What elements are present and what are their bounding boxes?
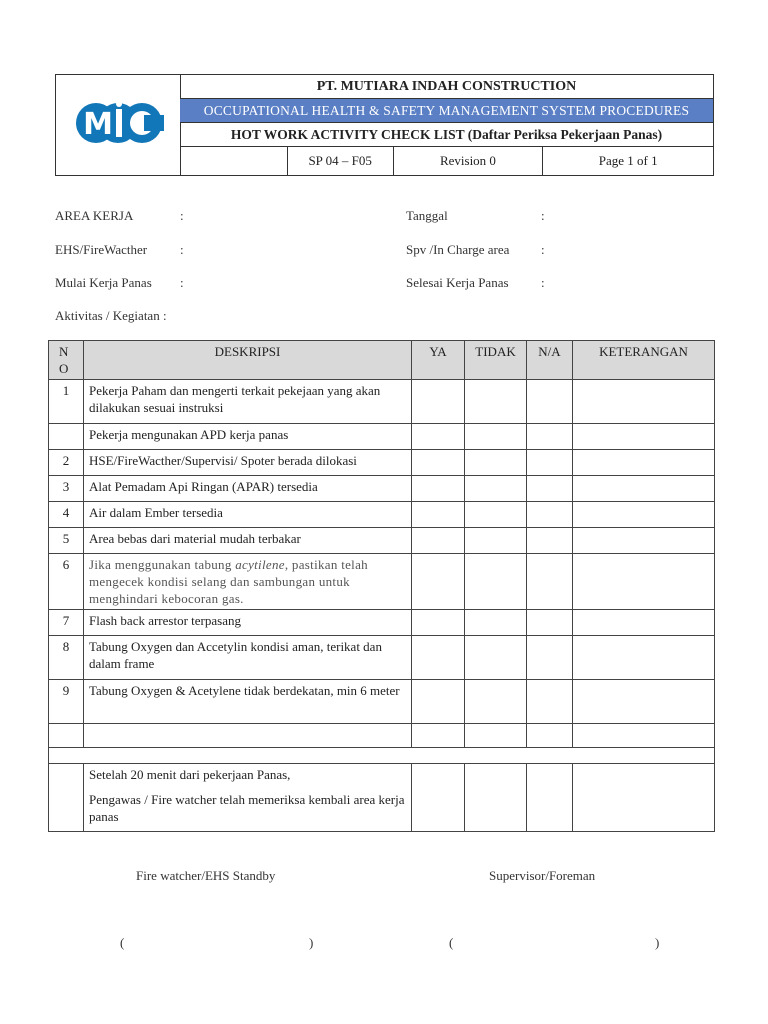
cell-ya[interactable] xyxy=(412,502,465,528)
row-desc: Flash back arrestor terpasang xyxy=(84,610,412,636)
row-desc-emphasis: acytilene xyxy=(235,557,285,572)
table-row-final xyxy=(49,764,715,832)
table-header-row xyxy=(49,341,715,380)
cell-tidak[interactable] xyxy=(465,502,527,528)
cell-tidak[interactable] xyxy=(465,554,527,610)
cell-na[interactable] xyxy=(527,380,573,424)
final-line-1: Setelah 20 menit dari pekerjaan Panas, xyxy=(89,767,291,782)
revision: Revision 0 xyxy=(394,147,544,175)
col-header-tidak: TIDAK xyxy=(465,341,527,380)
cell-keterangan[interactable] xyxy=(573,476,715,502)
field-tanggal-label: Tanggal xyxy=(406,208,448,223)
cell-keterangan[interactable] xyxy=(573,424,715,450)
field-area-kerja-colon: : xyxy=(180,208,184,223)
row-no: 1 xyxy=(49,380,84,424)
cell-ya[interactable] xyxy=(412,450,465,476)
signature-right-label: Supervisor/Foreman xyxy=(489,868,596,883)
row-desc: Tabung Oxygen dan Accetylin kondisi aman, terikat dan dalam frame xyxy=(84,636,412,680)
cell-tidak[interactable] xyxy=(465,528,527,554)
table-row xyxy=(49,680,715,724)
cell-tidak[interactable] xyxy=(465,476,527,502)
row-desc: HSE/FireWacther/Supervisi/ Spoter berada dilokasi xyxy=(84,450,412,476)
cell-keterangan[interactable] xyxy=(573,636,715,680)
cell-ya[interactable] xyxy=(412,764,465,832)
cell-keterangan[interactable] xyxy=(573,380,715,424)
cell-tidak[interactable] xyxy=(465,450,527,476)
row-desc: Pekerja Paham dan mengerti terkait pekejaan yang akan dilakukan sesuai instruksi xyxy=(84,380,412,424)
cell-tidak[interactable] xyxy=(465,424,527,450)
document-title: HOT WORK ACTIVITY CHECK LIST (Daftar Periksa Pekerjaan Panas) xyxy=(180,123,713,147)
col-header-keterangan: KETERANGAN xyxy=(573,341,715,380)
table-row xyxy=(49,476,715,502)
cell-ya[interactable] xyxy=(412,380,465,424)
cell-keterangan[interactable] xyxy=(573,554,715,610)
cell-ya[interactable] xyxy=(412,476,465,502)
table-row-empty xyxy=(49,724,715,748)
cell-na[interactable] xyxy=(527,450,573,476)
table-row xyxy=(49,554,715,610)
cell-keterangan[interactable] xyxy=(573,610,715,636)
cell-na[interactable] xyxy=(527,680,573,724)
doc-code: SP 04 – F05 xyxy=(288,147,394,175)
checklist-table xyxy=(48,340,715,832)
col-header-na: N/A xyxy=(527,341,573,380)
row-no: 4 xyxy=(49,502,84,528)
field-selesai-label: Selesai Kerja Panas xyxy=(406,275,509,290)
cell-na[interactable] xyxy=(527,610,573,636)
row-no: 9 xyxy=(49,680,84,724)
col-header-deskripsi: DESKRIPSI xyxy=(84,341,412,380)
row-no: 8 xyxy=(49,636,84,680)
field-tanggal-colon: : xyxy=(541,208,545,223)
cell-na[interactable] xyxy=(527,764,573,832)
final-line-2: Pengawas / Fire watcher telah memeriksa kembali area kerja panas xyxy=(89,792,405,824)
cell-na[interactable] xyxy=(527,476,573,502)
signature-left-label: Fire watcher/EHS Standby xyxy=(136,868,276,883)
row-no: 7 xyxy=(49,610,84,636)
row-desc-part: Jika menggunakan tabung xyxy=(89,557,236,572)
table-row xyxy=(49,424,715,450)
field-ehs-label: EHS/FireWacther xyxy=(55,242,148,257)
cell-na[interactable] xyxy=(527,554,573,610)
cell-tidak[interactable] xyxy=(465,380,527,424)
cell-ya[interactable] xyxy=(412,610,465,636)
table-row xyxy=(49,636,715,680)
field-aktivitas-label: Aktivitas / Kegiatan : xyxy=(55,308,167,323)
table-row xyxy=(49,380,715,424)
row-desc-final xyxy=(84,764,412,832)
cell-tidak[interactable] xyxy=(465,610,527,636)
cell-na[interactable] xyxy=(527,502,573,528)
signature-right-open: ( xyxy=(449,935,454,950)
field-area-kerja-label: AREA KERJA xyxy=(55,208,134,223)
table-row xyxy=(49,528,715,554)
signature-left-close: ) xyxy=(309,935,314,950)
procedures-banner: OCCUPATIONAL HEALTH & SAFETY MANAGEMENT SYSTEM PROCEDURES xyxy=(180,99,713,123)
field-ehs-colon: : xyxy=(180,242,184,257)
cell-keterangan[interactable] xyxy=(573,450,715,476)
signature-right-close: ) xyxy=(655,935,660,950)
cell-tidak[interactable] xyxy=(465,764,527,832)
row-no: 6 xyxy=(49,554,84,610)
col-header-no: N O xyxy=(49,341,84,380)
cell-ya[interactable] xyxy=(412,554,465,610)
cell-na[interactable] xyxy=(527,424,573,450)
row-desc: Area bebas dari material mudah terbakar xyxy=(84,528,412,554)
row-desc: Pekerja mengunakan APD kerja panas xyxy=(84,424,412,450)
row-no: 5 xyxy=(49,528,84,554)
field-selesai-colon: : xyxy=(541,275,545,290)
row-no xyxy=(49,424,84,450)
cell-ya[interactable] xyxy=(412,424,465,450)
cell-na[interactable] xyxy=(527,636,573,680)
field-spv-label: Spv /In Charge area xyxy=(406,242,510,257)
row-desc: Tabung Oxygen & Acetylene tidak berdekatan, min 6 meter xyxy=(84,680,412,724)
company-name: PT. MUTIARA INDAH CONSTRUCTION xyxy=(180,75,713,99)
row-desc xyxy=(84,554,412,610)
table-spacer-row xyxy=(49,748,715,764)
cell-ya[interactable] xyxy=(412,680,465,724)
cell-na[interactable] xyxy=(527,528,573,554)
cell-tidak[interactable] xyxy=(465,636,527,680)
cell-keterangan[interactable] xyxy=(573,680,715,724)
cell-ya[interactable] xyxy=(412,528,465,554)
row-desc-part: , pastikan telah mengecek kondisi selang dan sambungan untuk menghindari kebocoran gas. xyxy=(89,557,368,606)
cell-ya[interactable] xyxy=(412,636,465,680)
cell-keterangan[interactable] xyxy=(573,528,715,554)
cell-tidak[interactable] xyxy=(465,680,527,724)
cell-keterangan[interactable] xyxy=(573,764,715,832)
row-no: 3 xyxy=(49,476,84,502)
table-row xyxy=(49,450,715,476)
row-no: 2 xyxy=(49,450,84,476)
field-mulai-colon: : xyxy=(180,275,184,290)
col-header-ya: YA xyxy=(412,341,465,380)
table-row xyxy=(49,502,715,528)
row-desc: Alat Pemadam Api Ringan (APAR) tersedia xyxy=(84,476,412,502)
field-spv-colon: : xyxy=(541,242,545,257)
svg-text:M: M xyxy=(83,107,113,142)
company-logo xyxy=(56,75,181,175)
meta-blank xyxy=(180,147,288,175)
page-number: Page 1 of 1 xyxy=(598,153,658,168)
cell-keterangan[interactable] xyxy=(573,502,715,528)
field-mulai-label: Mulai Kerja Panas xyxy=(55,275,152,290)
signature-left-open: ( xyxy=(120,935,125,950)
document-header xyxy=(55,74,714,176)
row-desc: Air dalam Ember tersedia xyxy=(84,502,412,528)
table-row xyxy=(49,610,715,636)
document-meta-row xyxy=(180,147,713,175)
mic-logo-icon xyxy=(56,75,180,175)
